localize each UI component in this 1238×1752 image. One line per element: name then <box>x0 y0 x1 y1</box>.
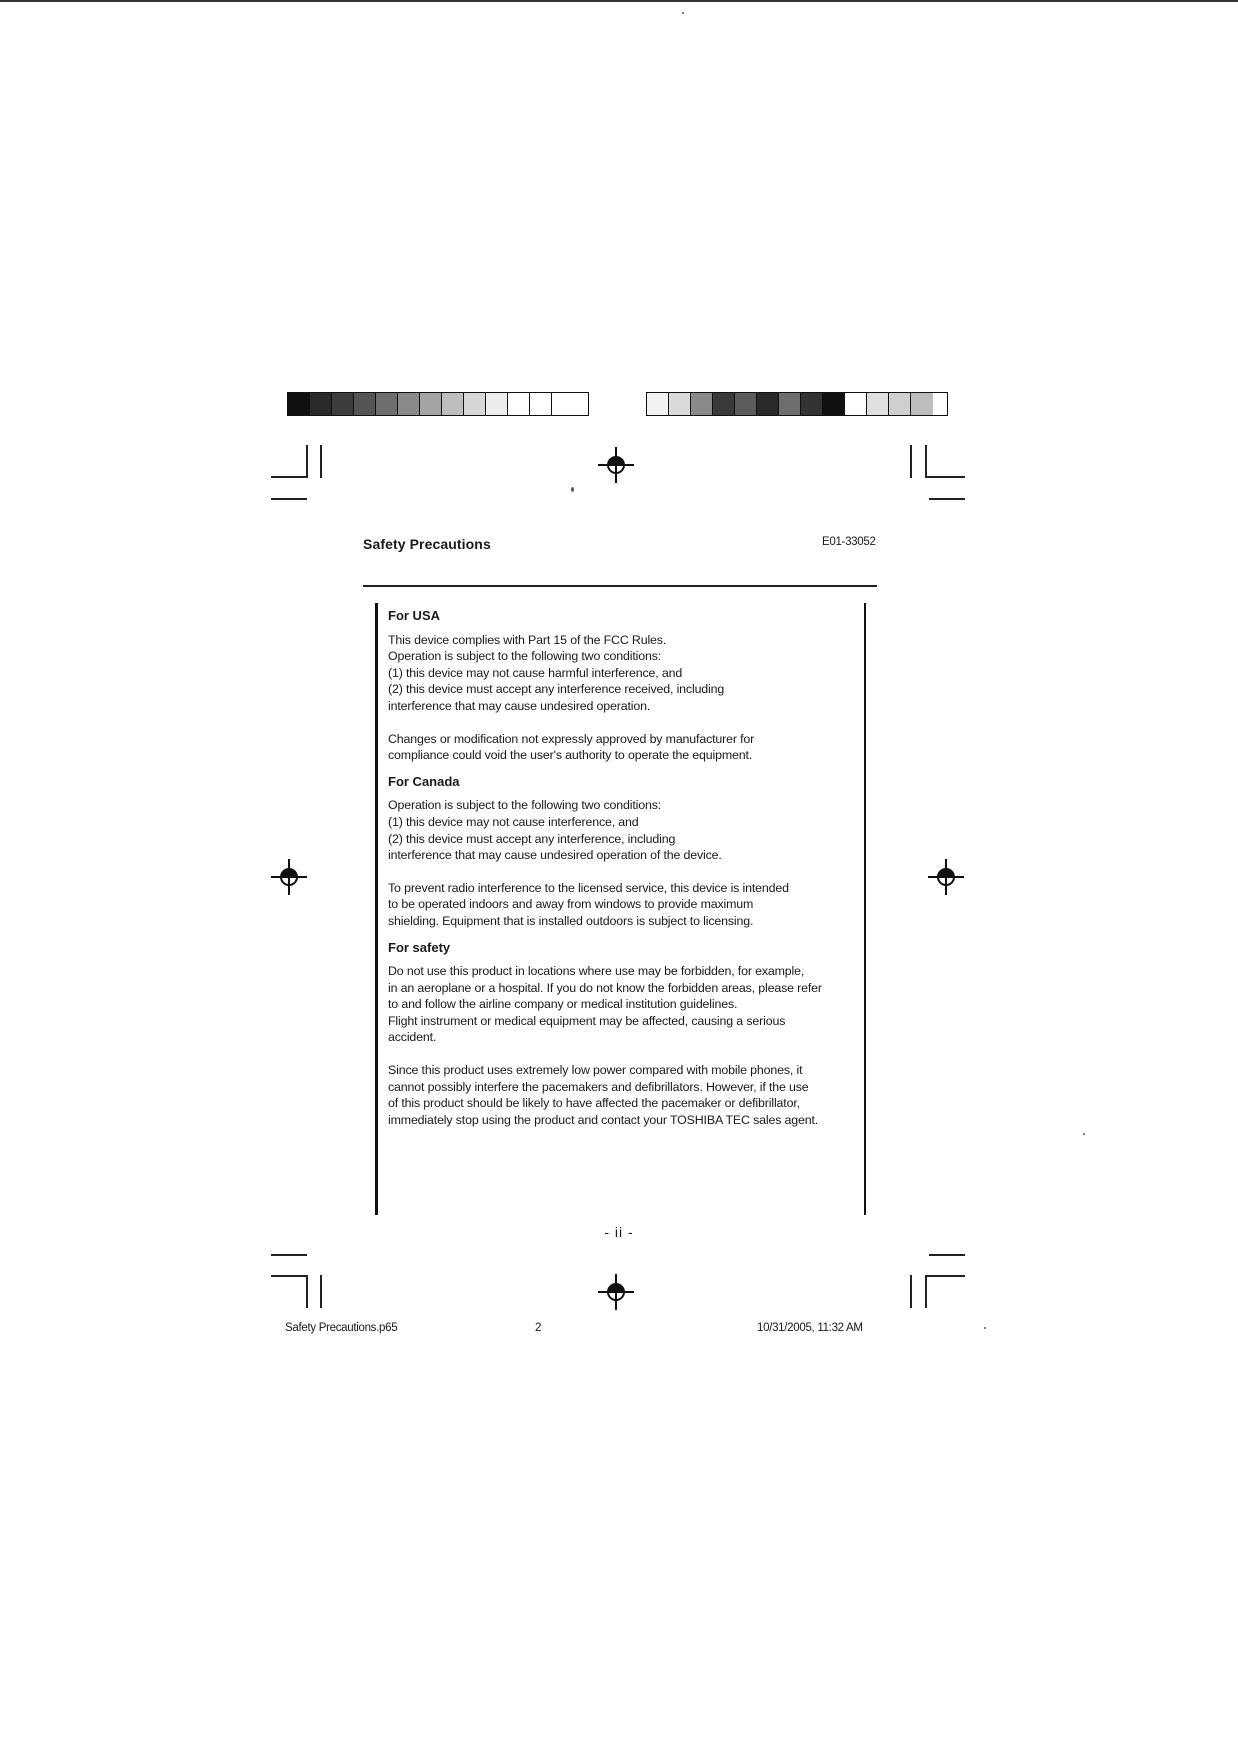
paragraph-line: interference that may cause undesired operation. <box>388 698 651 713</box>
registration-mark-icon <box>595 444 637 486</box>
color-swatch <box>486 393 508 415</box>
color-swatch <box>823 393 845 415</box>
color-swatch <box>376 393 398 415</box>
paragraph-line: Do not use this product in locations where use may be forbidden, for example, <box>388 964 805 979</box>
scan-top-border <box>0 0 1238 2</box>
color-calibration-bar-right <box>646 392 948 416</box>
section-canada <box>388 774 862 930</box>
paragraph-line: Operation is subject to the following two conditions: <box>388 798 662 813</box>
paragraph-line: interference that may cause undesired operation of the device. <box>388 848 722 863</box>
color-swatch <box>691 393 713 415</box>
paragraph-line: (2) this device must accept any interference received, including <box>388 682 725 697</box>
paragraph-line: (2) this device must accept any interference, including <box>388 831 676 846</box>
footer-datetime: 10/31/2005, 11:32 AM <box>757 1322 863 1334</box>
content-box-right-rule <box>864 603 866 1215</box>
registration-mark-icon <box>925 856 967 898</box>
color-swatch <box>508 393 530 415</box>
section-heading: For Canada <box>388 773 460 789</box>
paragraph-line: To prevent radio interference to the licensed service, this device is intended <box>388 880 789 895</box>
scan-speck <box>682 12 684 14</box>
scan-speck <box>1083 1133 1085 1135</box>
color-swatch <box>310 393 332 415</box>
color-swatch <box>420 393 442 415</box>
color-swatch <box>889 393 911 415</box>
color-swatch <box>845 393 867 415</box>
paragraph-line: immediately stop using the product and contact your TOSHIBA TEC sales agent. <box>388 1112 819 1127</box>
color-swatch <box>398 393 420 415</box>
color-swatch <box>354 393 376 415</box>
paragraph-line: (1) this device may not cause harmful interference, and <box>388 665 683 680</box>
color-swatch <box>713 393 735 415</box>
color-swatch <box>669 393 691 415</box>
page-number: - ii - <box>604 1224 634 1240</box>
paragraph-line: Operation is subject to the following two conditions: <box>388 649 662 664</box>
color-calibration-bar-left <box>287 392 589 416</box>
color-swatch <box>867 393 889 415</box>
color-swatch <box>757 393 779 415</box>
color-swatch <box>288 393 310 415</box>
paragraph-line: shielding. Equipment that is installed outdoors is subject to licensing. <box>388 913 754 928</box>
section-safety <box>388 940 862 1129</box>
paragraph-line: to be operated indoors and away from windows to provide maximum <box>388 897 754 912</box>
paragraph-line: accident. <box>388 1030 437 1045</box>
footer-filename: Safety Precautions.p65 <box>285 1322 398 1334</box>
color-swatch <box>779 393 801 415</box>
color-swatch <box>552 393 574 415</box>
paragraph-line: (1) this device may not cause interference, and <box>388 814 639 829</box>
paragraph-line: in an aeroplane or a hospital. If you do not know the forbidden areas, please refer <box>388 980 822 995</box>
color-swatch <box>332 393 354 415</box>
color-swatch <box>647 393 669 415</box>
paragraph-line: Changes or modification not expressly approved by manufacturer for <box>388 731 755 746</box>
scan-speck <box>571 487 574 492</box>
paragraph-line: This device complies with Part 15 of the FCC Rules. <box>388 632 667 647</box>
content-body <box>388 608 862 1128</box>
paragraph-line: cannot possibly interfere the pacemakers and defibrillators. However, if the use <box>388 1079 809 1094</box>
header-rule <box>363 585 877 587</box>
color-swatch <box>911 393 933 415</box>
page-title: Safety Precautions <box>363 536 491 552</box>
paragraph-line: of this product should be likely to have affected the pacemaker or defibrillator, <box>388 1096 800 1111</box>
color-swatch <box>735 393 757 415</box>
color-swatch <box>530 393 552 415</box>
registration-mark-icon <box>595 1271 637 1313</box>
section-heading: For USA <box>388 608 440 623</box>
section-usa <box>388 608 862 764</box>
paragraph-line: compliance could void the user's authority to operate the equipment. <box>388 748 753 763</box>
document-code: E01-33052 <box>822 536 876 548</box>
scan-speck <box>984 1327 986 1329</box>
color-swatch <box>464 393 486 415</box>
footer-page: 2 <box>535 1322 542 1334</box>
color-swatch <box>801 393 823 415</box>
section-heading: For safety <box>388 939 451 955</box>
content-box-left-rule <box>375 603 378 1215</box>
paragraph-line: Flight instrument or medical equipment may be affected, causing a serious <box>388 1013 786 1028</box>
registration-mark-icon <box>268 856 310 898</box>
paragraph-line: to and follow the airline company or medical institution guidelines. <box>388 997 738 1012</box>
color-swatch <box>442 393 464 415</box>
paragraph-line: Since this product uses extremely low power compared with mobile phones, it <box>388 1063 803 1078</box>
